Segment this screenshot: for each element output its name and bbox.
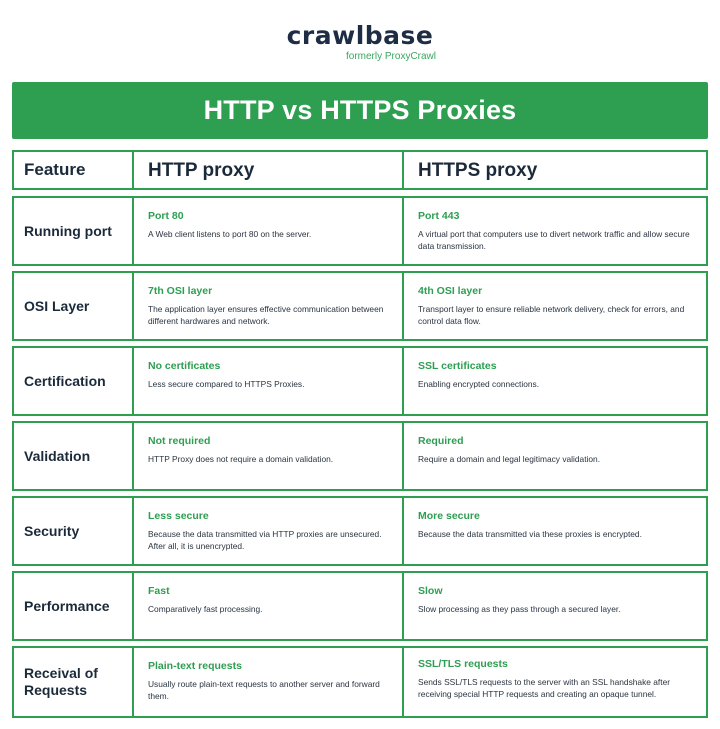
https-value-desc: A virtual port that computers use to divert network traffic and allow secure data transmission. <box>418 229 690 251</box>
https-value-title: Required <box>418 435 464 447</box>
feature-cell <box>14 498 132 564</box>
https-value-desc: Slow processing as they pass through a secured layer. <box>418 604 621 614</box>
table-row-receival-of-requests <box>12 646 708 718</box>
https-value-desc: Require a domain and legal legitimacy validation. <box>418 454 601 464</box>
http-value-title: Plain-text requests <box>148 660 242 672</box>
title-banner <box>12 82 708 139</box>
http-cell <box>132 423 402 489</box>
table-row-running-port <box>12 196 708 266</box>
feature-label: OSI Layer <box>24 297 90 314</box>
http-value-title: No certificates <box>148 360 221 372</box>
https-value-title: Slow <box>418 585 443 597</box>
http-value-desc: Because the data transmitted via HTTP proxies are unsecured. After all, it is unencrypted. <box>148 529 382 551</box>
http-cell <box>132 573 402 639</box>
http-cell <box>132 498 402 564</box>
feature-label: Running port <box>24 222 112 239</box>
http-value-desc: HTTP Proxy does not require a domain validation. <box>148 454 334 464</box>
table-row-certification <box>12 346 708 416</box>
table-row-validation <box>12 421 708 491</box>
page-title: HTTP vs HTTPS Proxies <box>203 95 517 125</box>
feature-label: Receival of Requests <box>24 665 98 698</box>
header-https-cell <box>402 152 706 188</box>
feature-cell <box>14 423 132 489</box>
table-row-security <box>12 496 708 566</box>
http-cell <box>132 348 402 414</box>
https-cell <box>402 423 706 489</box>
table-row-performance <box>12 571 708 641</box>
http-value-desc: Comparatively fast processing. <box>148 604 263 614</box>
feature-label: Security <box>24 522 80 539</box>
http-value-title: Less secure <box>148 510 209 522</box>
header-http-cell <box>132 152 402 188</box>
https-cell <box>402 273 706 339</box>
feature-label: Performance <box>24 597 110 614</box>
feature-cell <box>14 198 132 264</box>
https-cell <box>402 573 706 639</box>
https-value-title: 4th OSI layer <box>418 285 483 297</box>
feature-cell <box>14 573 132 639</box>
http-value-desc: The application layer ensures effective communication between different hardwares and network. <box>148 304 384 326</box>
https-cell <box>402 648 706 716</box>
https-cell <box>402 348 706 414</box>
http-value-title: Port 80 <box>148 210 184 222</box>
https-value-title: Port 443 <box>418 210 460 222</box>
http-value-title: Not required <box>148 435 211 447</box>
table-row-osi-layer <box>12 271 708 341</box>
header-https-label: HTTPS proxy <box>418 160 538 181</box>
header-http-label: HTTP proxy <box>148 160 255 181</box>
https-value-title: SSL certificates <box>418 360 497 372</box>
header-feature-cell <box>14 152 132 188</box>
header-feature-label: Feature <box>24 160 86 179</box>
http-value-desc: A Web client listens to port 80 on the server. <box>148 229 312 239</box>
https-value-title: SSL/TLS requests <box>418 658 508 670</box>
http-value-desc: Less secure compared to HTTPS Proxies. <box>148 379 305 389</box>
http-cell <box>132 648 402 716</box>
feature-cell <box>14 648 132 716</box>
table-header-row <box>12 150 708 190</box>
brand-logo <box>0 22 720 62</box>
http-value-title: Fast <box>148 585 170 597</box>
https-cell <box>402 498 706 564</box>
http-cell <box>132 198 402 264</box>
logo-subtitle: formerly ProxyCrawl <box>345 51 436 62</box>
http-value-title: 7th OSI layer <box>148 285 213 297</box>
feature-cell <box>14 348 132 414</box>
feature-label: Validation <box>24 447 91 464</box>
https-value-desc: Because the data transmitted via these proxies is encrypted. <box>418 529 642 539</box>
http-value-desc: Usually route plain-text requests to another server and forward them. <box>148 679 380 701</box>
https-value-desc: Sends SSL/TLS requests to the server with an SSL handshake after receiving special HTTP requests and creating an opaque tunnel. <box>418 677 671 699</box>
https-cell <box>402 198 706 264</box>
https-value-desc: Transport layer to ensure reliable network delivery, check for errors, and control data flow. <box>418 304 685 326</box>
https-value-title: More secure <box>418 510 480 522</box>
http-cell <box>132 273 402 339</box>
logo-wordmark: crawlbase <box>286 21 434 50</box>
feature-label: Certification <box>24 372 106 389</box>
https-value-desc: Enabling encrypted connections. <box>418 379 540 389</box>
feature-cell <box>14 273 132 339</box>
